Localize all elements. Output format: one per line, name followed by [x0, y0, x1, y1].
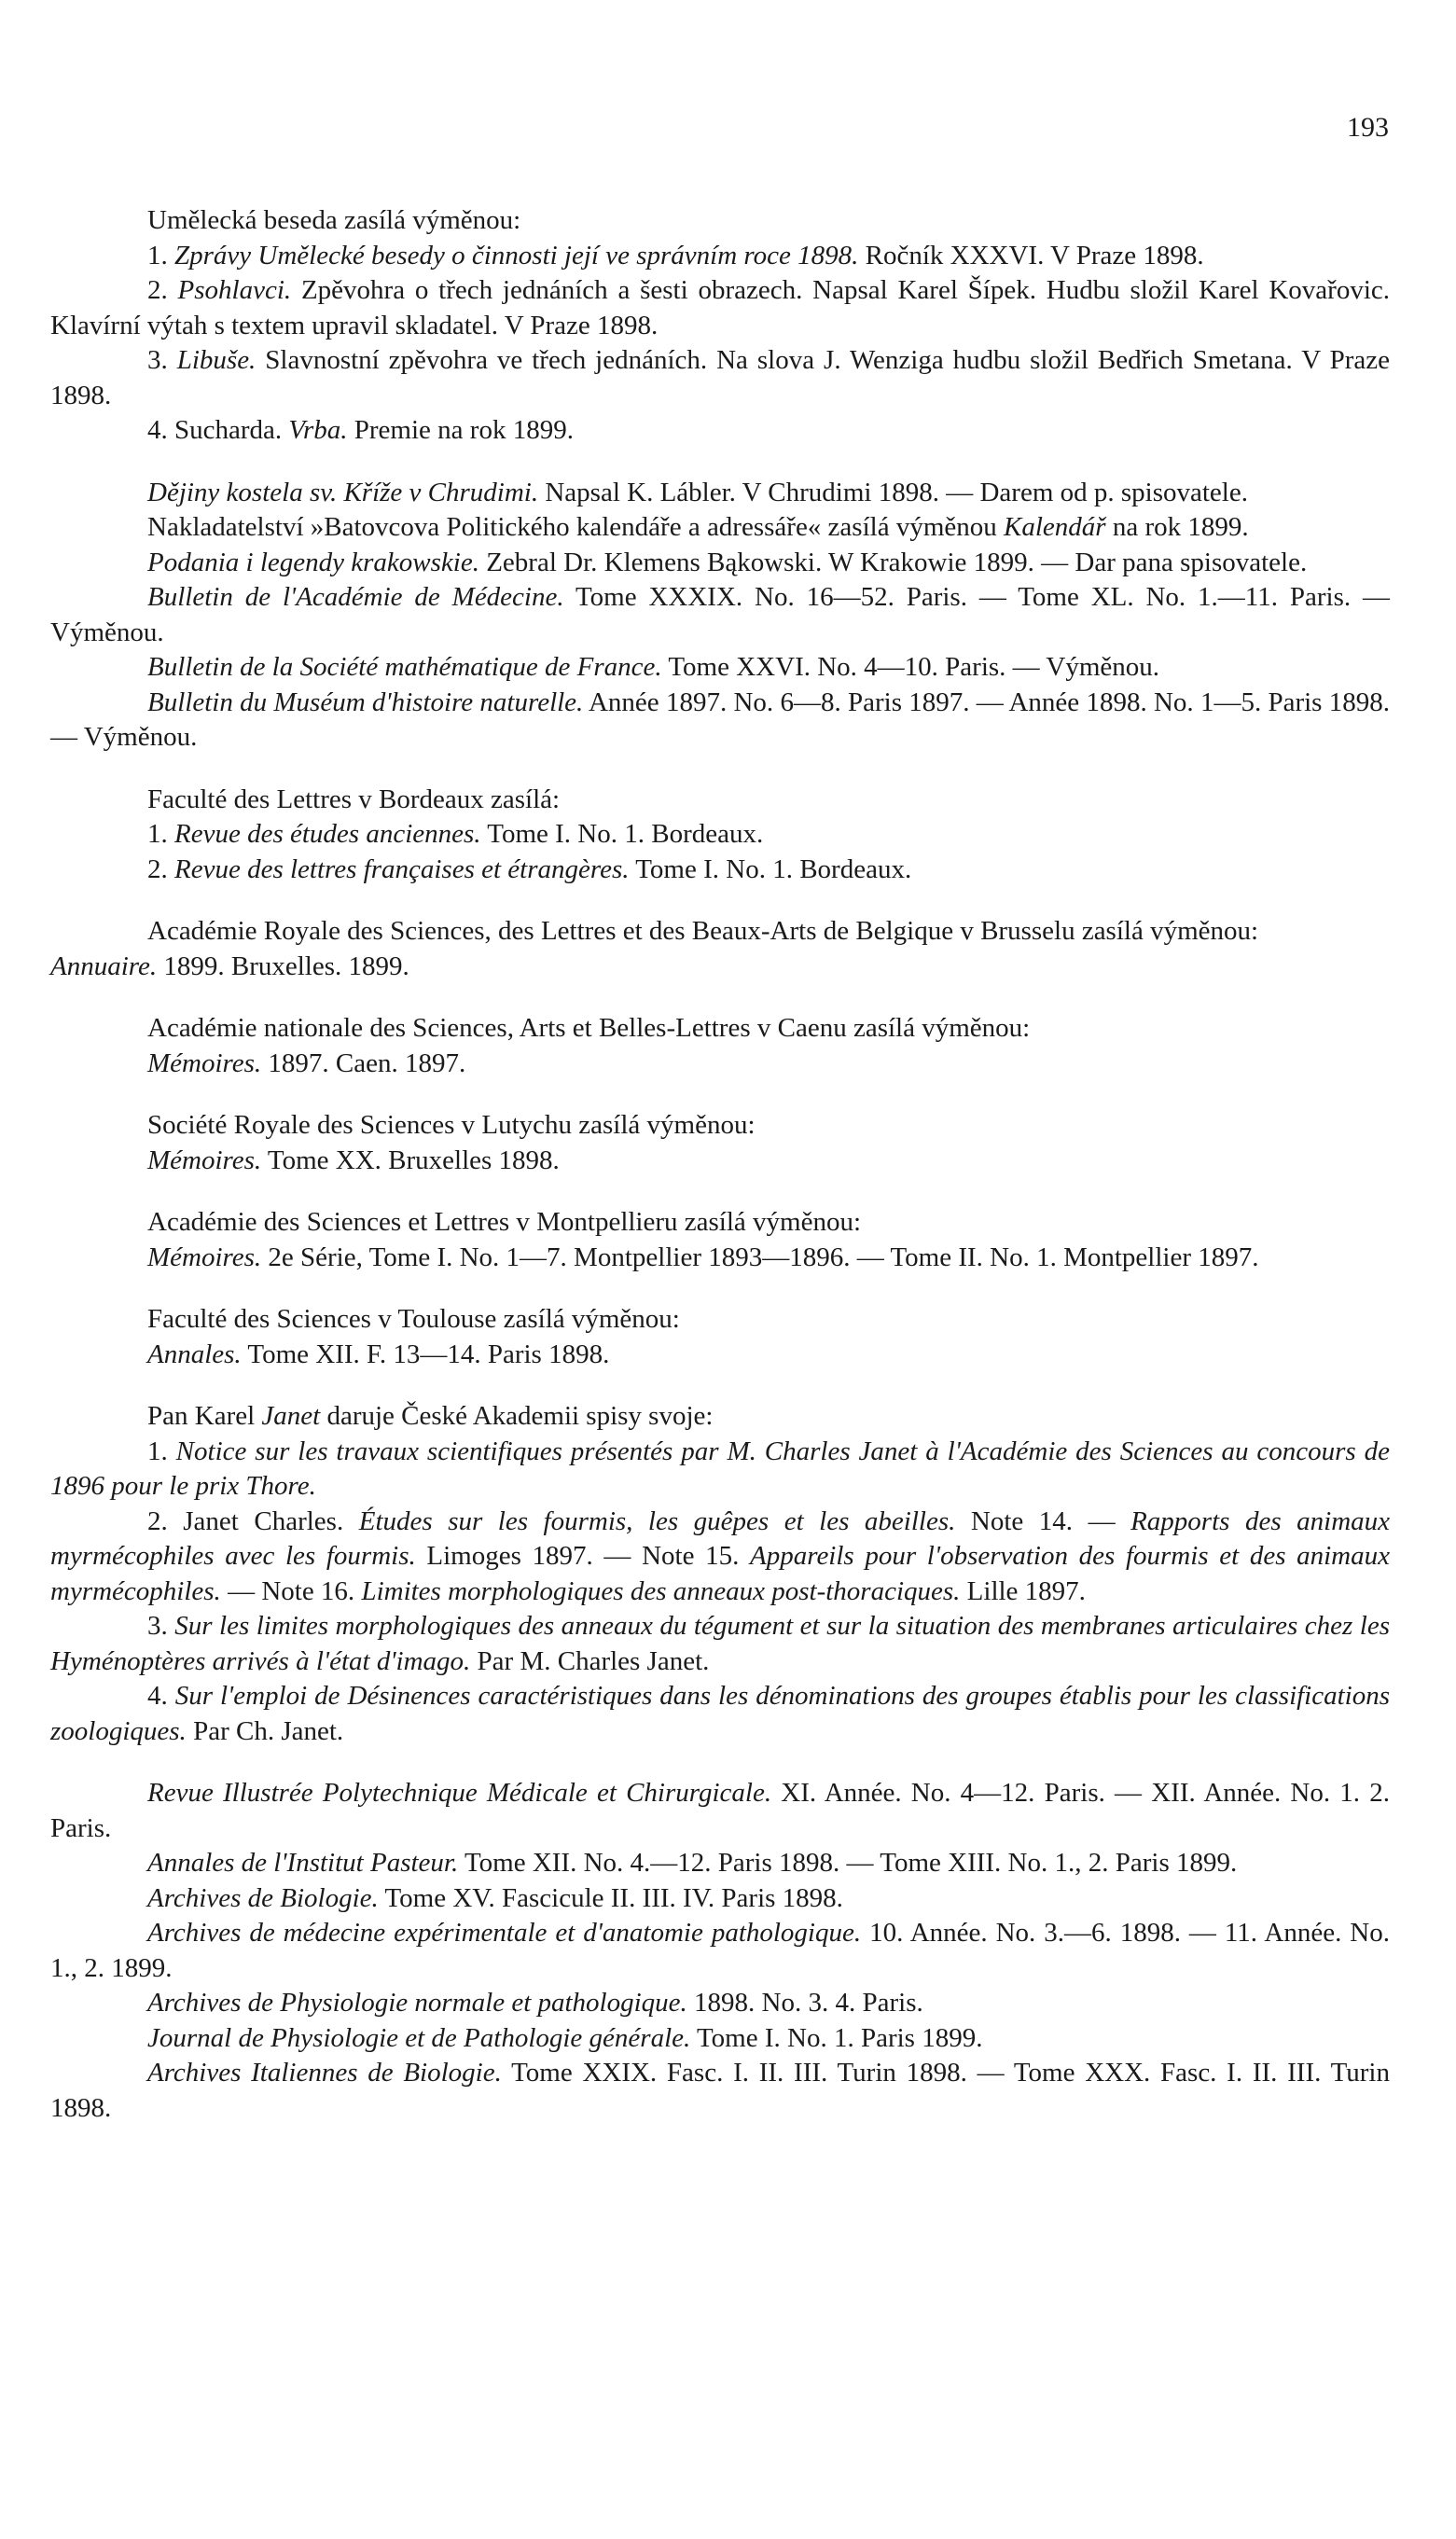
paragraph: [50, 476, 1390, 511]
paragraph: [50, 580, 1390, 650]
title-text: Archives de médecine expérimentale et d'anatomie pathologique.: [147, 1918, 862, 1948]
paragraph: [50, 1916, 1390, 1986]
body-text: 2.: [147, 853, 174, 884]
paragraph: [50, 1338, 1390, 1373]
section: [50, 783, 1390, 888]
paragraph: [50, 1986, 1390, 2021]
body-text: 4. Sucharda.: [147, 415, 289, 445]
body-text: 2. Janet Charles.: [147, 1505, 359, 1536]
body-text: Académie nationale des Sciences, Arts et Belles-Lettres v Caenu zasílá výměnou:: [147, 1013, 1031, 1043]
title-text: Annuaire.: [50, 950, 158, 981]
paragraph: [50, 1205, 1390, 1241]
section: [50, 914, 1390, 984]
paragraph: [50, 650, 1390, 686]
body-text: Société Royale des Sciences v Lutychu zasílá výměnou:: [147, 1110, 756, 1140]
title-text: Études sur les fourmis, les guêpes et les abeilles.: [358, 1505, 956, 1536]
paragraph: [50, 1505, 1390, 1610]
paragraph: [50, 1399, 1390, 1435]
body-text: Par M. Charles Janet.: [470, 1645, 710, 1676]
body-text: Par Ch. Janet.: [186, 1715, 344, 1746]
paragraph: [50, 510, 1390, 546]
paragraph: [50, 1011, 1390, 1047]
paragraph: [50, 1241, 1390, 1276]
paragraph: [50, 1435, 1390, 1505]
body-text: Tome XXXIX. No. 16—52. Paris. — Tome XL. No. 1.—11. Paris. — Výměnou.: [50, 582, 1390, 647]
body-text: Napsal K. Lábler. V Chrudimi 1898. — Darem od p. spisovatele.: [538, 477, 1248, 507]
title-text: Janet: [261, 1401, 321, 1431]
title-text: Libuše.: [176, 345, 257, 375]
section: [50, 1108, 1390, 1178]
title-text: Mémoires.: [147, 1242, 262, 1272]
section: [50, 476, 1390, 756]
paragraph: [50, 1047, 1390, 1082]
body-text: Tome I. No. 1. Bordeaux.: [480, 819, 764, 849]
title-text: Zprávy Umělecké besedy o činnosti její ve správním roce 1898.: [174, 240, 859, 271]
paragraph: [50, 783, 1390, 818]
body-text: Ročník XXXVI. V Praze 1898.: [858, 240, 1204, 271]
body-text: Limoges 1897. — Note 15.: [415, 1541, 751, 1571]
body-text: Tome XII. F. 13—14. Paris 1898.: [241, 1339, 610, 1369]
section: [50, 1205, 1390, 1275]
body-text: 10. Année. No. 3.—6. 1898. — 11. Année. No. 1., 2. 1899.: [50, 1918, 1391, 1983]
body-text: Pan Karel: [147, 1401, 262, 1431]
body-text: Tome XXIX. Fasc. I. II. III. Turin 1898. — Tome XXX. Fasc. I. II. III. Turin 1898.: [50, 2058, 1390, 2123]
title-text: Revue Illustrée Polytechnique Médicale et Chirurgicale.: [147, 1778, 772, 1808]
paragraph: [50, 239, 1390, 274]
body-text: Tome XV. Fascicule II. III. IV. Paris 1898.: [378, 1882, 843, 1913]
body-text: Faculté des Sciences v Toulouse zasílá výměnou:: [147, 1304, 680, 1334]
section: [50, 1776, 1390, 2126]
body-text: 1898. No. 3. 4. Paris.: [686, 1988, 923, 2018]
paragraph: [50, 1302, 1390, 1338]
title-text: Archives Italiennes de Biologie.: [147, 2058, 502, 2088]
title-text: Podania i legendy krakowskie.: [147, 547, 479, 577]
title-text: Sur l'emploi de Désinences caractéristiques dans les dénominations des groupes établis pour les classifications zoologiques.: [50, 1681, 1391, 1746]
title-text: Bulletin de l'Académie de Médecine.: [147, 582, 564, 612]
title-text: Revue des études anciennes.: [174, 819, 481, 849]
body-text: daruje České Akademii spisy svoje:: [320, 1401, 714, 1431]
title-text: Journal de Physiologie et de Pathologie générale.: [147, 2022, 691, 2053]
title-text: Notice sur les travaux scientifiques présentés par M. Charles Janet à l'Académie des Sciences au concours de 1896 pour le prix Thore.: [50, 1436, 1391, 1501]
body-text: 1.: [147, 1436, 176, 1466]
body-text: Tome XXVI. No. 4—10. Paris. — Výměnou.: [661, 652, 1160, 682]
paragraph: [50, 1108, 1390, 1144]
title-text: Bulletin du Muséum d'histoire naturelle.: [147, 687, 584, 717]
title-text: Archives de Biologie.: [147, 1882, 379, 1913]
body-text: 1.: [147, 240, 174, 271]
paragraph: [50, 1881, 1390, 1917]
section: [50, 203, 1390, 449]
body-text: 3.: [147, 345, 177, 375]
paragraph: [50, 914, 1390, 950]
paragraph: [50, 273, 1390, 343]
paragraph: [50, 546, 1390, 581]
body-text: Note 14. —: [955, 1505, 1131, 1536]
paragraph: [50, 203, 1390, 239]
title-text: Limites morphologiques des anneaux post-thoraciques.: [361, 1575, 961, 1606]
title-text: Annales de l'Institut Pasteur.: [147, 1848, 459, 1878]
paragraph: [50, 343, 1390, 413]
title-text: Rapports des animaux myrmécophiles avec les fourmis.: [50, 1505, 1391, 1571]
paragraph: [50, 1144, 1390, 1179]
body-text: 3.: [147, 1611, 175, 1641]
body-text: na rok 1899.: [1105, 512, 1249, 542]
title-text: Mémoires.: [147, 1048, 262, 1078]
body-text: Zpěvohra o třech jednáních a šesti obrazech. Napsal Karel Šípek. Hudbu složil Karel Kovařovic. Klavírní výtah s textem upravil skladatel. V Praze 1898.: [50, 275, 1390, 340]
title-text: Mémoires.: [147, 1145, 262, 1175]
title-text: Annales.: [147, 1339, 242, 1369]
body-text: Nakladatelství »Batovcova Politického kalendáře a adressáře« zasílá výměnou: [147, 512, 1005, 542]
title-text: Archives de Physiologie normale et pathologique.: [147, 1988, 687, 2018]
body-text: Académie des Sciences et Lettres v Montpellieru zasílá výměnou:: [147, 1207, 862, 1237]
title-text: Vrba.: [288, 415, 348, 445]
paragraph: [50, 413, 1390, 449]
body-text: 2e Série, Tome I. No. 1—7. Montpellier 1893—1896. — Tome II. No. 1. Montpellier 1897.: [261, 1242, 1259, 1272]
section: [50, 1302, 1390, 1372]
paragraph: [50, 1609, 1390, 1679]
paragraph: [50, 2056, 1390, 2126]
section: [50, 1011, 1390, 1081]
body-text: Tome I. No. 1. Bordeaux.: [629, 853, 912, 884]
paragraph: [50, 817, 1390, 853]
body-text: 1897. Caen. 1897.: [261, 1048, 466, 1078]
page-number: 193: [1347, 112, 1389, 143]
title-text: Bulletin de la Société mathématique de France.: [147, 652, 662, 682]
title-text: Appareils pour l'observation des fourmis et des animaux myrmécophiles.: [50, 1541, 1391, 1606]
paragraph: [50, 1776, 1390, 1846]
section: [50, 1399, 1390, 1749]
body-text: 4.: [147, 1681, 175, 1711]
body-text: Slavnostní zpěvohra ve třech jednáních. Na slova J. Wenziga hudbu složil Bedřich Smetana. V Praze 1898.: [50, 345, 1390, 410]
body-text: Faculté des Lettres v Bordeaux zasílá:: [147, 784, 561, 814]
body-text: Lille 1897.: [960, 1575, 1086, 1606]
paragraph: [50, 2021, 1390, 2057]
body-text: 1.: [147, 819, 174, 849]
body-text: — Note 16.: [220, 1575, 362, 1606]
paragraph: [50, 1846, 1390, 1881]
body-text: Tome XX. Bruxelles 1898.: [261, 1145, 560, 1175]
title-text: Dějiny kostela sv. Kříže v Chrudimi.: [147, 477, 539, 507]
body-text: 2.: [147, 275, 178, 305]
title-text: Sur les limites morphologiques des anneaux du tégument et sur la situation des membranes articulaires chez les Hyménoptères arrivés à l'état d'imago.: [50, 1611, 1390, 1676]
body-text: Umělecká beseda zasílá výměnou:: [147, 205, 521, 235]
paragraph: [50, 950, 1390, 985]
title-text: Kalendář: [1004, 512, 1106, 542]
paragraph: [50, 1679, 1390, 1749]
document-body: [50, 203, 1390, 2126]
title-text: Psohlavci.: [177, 275, 292, 305]
body-text: Année 1897. No. 6—8. Paris 1897. — Année 1898. No. 1—5. Paris 1898. — Výměnou.: [50, 687, 1391, 752]
paragraph: [50, 853, 1390, 888]
title-text: Revue des lettres françaises et étrangères.: [174, 853, 630, 884]
body-text: 1899. Bruxelles. 1899.: [157, 950, 409, 981]
paragraph: [50, 686, 1390, 756]
body-text: Tome I. No. 1. Paris 1899.: [690, 2022, 983, 2053]
body-text: Premie na rok 1899.: [347, 415, 574, 445]
body-text: Académie Royale des Sciences, des Lettres et des Beaux-Arts de Belgique v Brusselu zasílá výměnou:: [147, 916, 1259, 946]
body-text: XI. Année. No. 4—12. Paris. — XII. Année. No. 1. 2. Paris.: [50, 1778, 1390, 1843]
body-text: Zebral Dr. Klemens Bąkowski. W Krakowie 1899. — Dar pana spisovatele.: [478, 547, 1308, 577]
body-text: Tome XII. No. 4.—12. Paris 1898. — Tome XIII. No. 1., 2. Paris 1899.: [458, 1848, 1238, 1878]
